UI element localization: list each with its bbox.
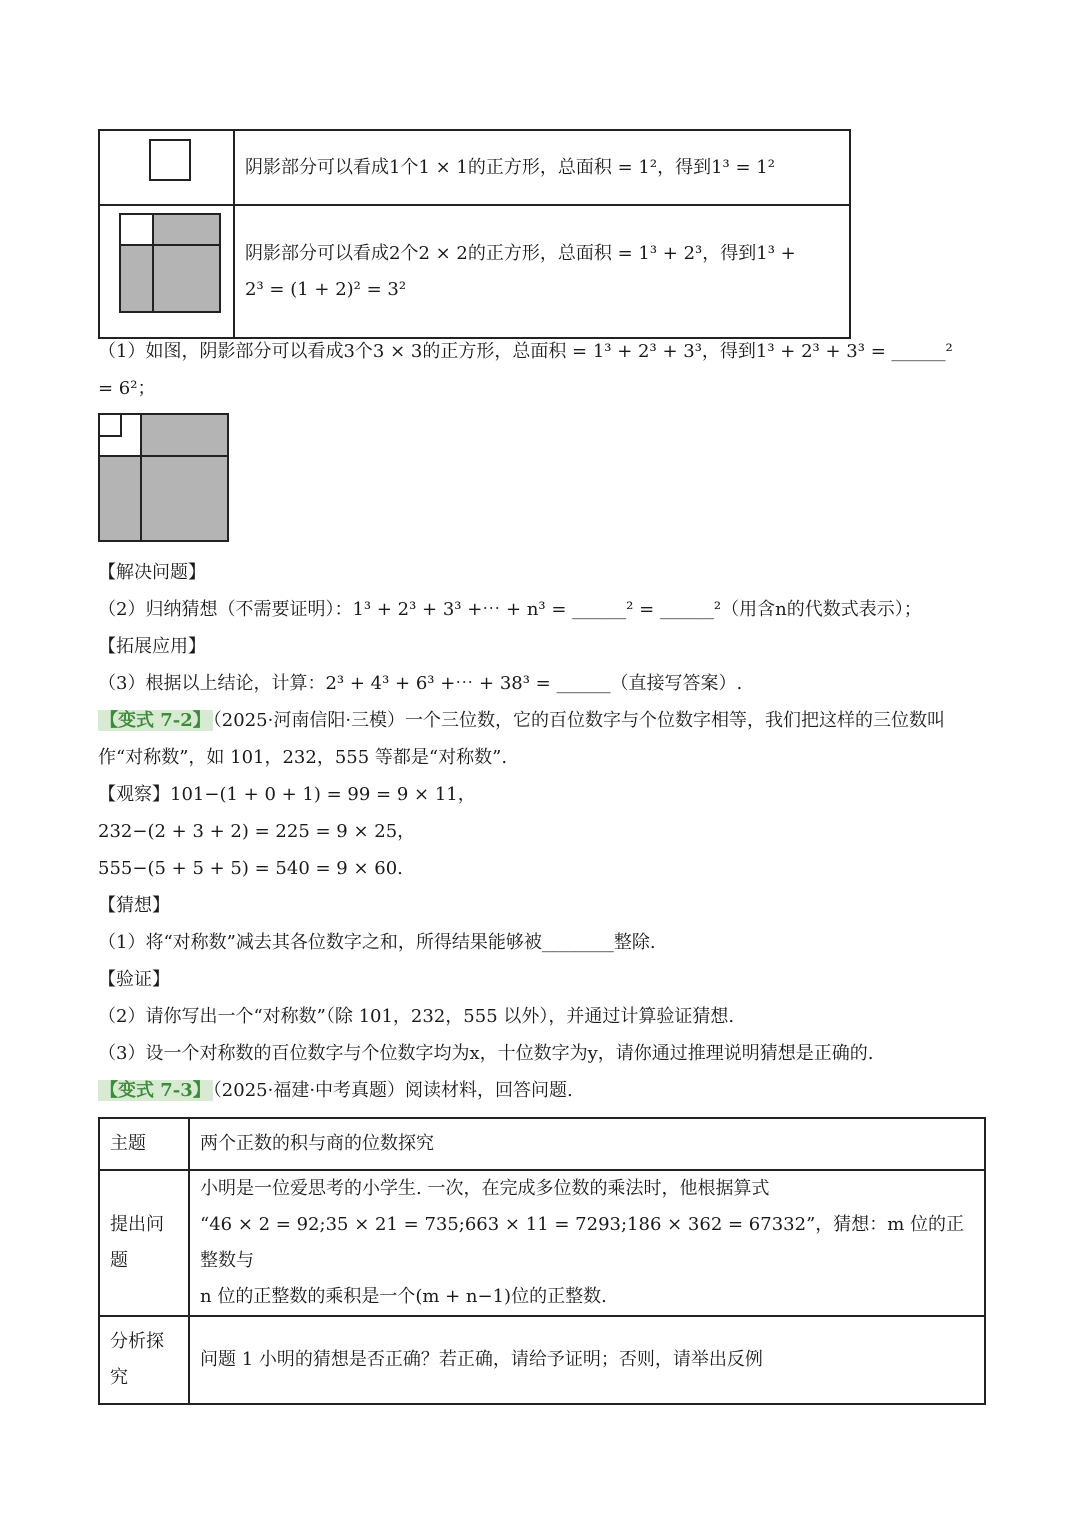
observe-line-3: 555−(5 + 5 + 5) = 540 = 9 × 60. [98,858,403,879]
question-2: （2）归纳猜想（不需要证明）：1³ + 2³ + 3³ +⋯ + n³ = ______² = ______²（用含n的代数式表示）； [98,599,922,620]
row-label: 主题 [99,1118,189,1170]
figure-cell-2 [99,205,234,338]
row-label [99,1316,189,1404]
table-cell-text [234,205,850,338]
variant-7-3-line-1 [98,1079,573,1103]
row-label [99,1170,189,1316]
question-1-line-1: （1）如图，阴影部分可以看成3个3 × 3的正方形，总面积 = 1³ + 2³ + 3³，得到1³ + 2³ + 3³ = ______² [98,341,953,362]
guess-heading: 【猜想】 [98,895,170,916]
verify-2: （2）请你写出一个“对称数”（除 101，232，555 以外），并通过计算验证猜想. [98,1006,735,1027]
question-1-line-2: = 6²； [98,378,156,399]
verify-heading: 【验证】 [98,969,170,990]
cell-line: “46 × 2 = 92;35 × 21 = 735;663 × 11 = 7293;186 × 362 = 67332”，猜想：m 位的正整数与 [200,1214,965,1271]
variant-text: （2025·福建·中考真题）阅读材料，回答问题. [212,1080,573,1101]
solve-heading: 【解决问题】 [98,562,206,583]
variant-7-2-line-1 [98,709,945,733]
observe-line: 【观察】101−(1 + 0 + 1) = 99 = 9 × 11， [98,784,476,805]
label-line: 分析探 [110,1331,164,1352]
figure-cell-1 [99,130,234,205]
square-3x3-figure [98,413,229,542]
label-line: 题 [110,1250,128,1271]
square-1x1-figure [149,139,191,181]
figure-table [98,129,851,339]
row-text: 两个正数的积与商的位数探究 [189,1118,985,1170]
question-3: （3）根据以上结论，计算：2³ + 4³ + 6³ +⋯ + 38³ = ______（直接写答案）. [98,673,743,694]
label-line: 提出问 [110,1214,164,1235]
variant-7-2-line-2: 作“对称数”，如 101，232，555 等都是“对称数”. [98,747,508,768]
variant-tag: 【变式 7-2】 [100,710,211,731]
table-cell-text: 阴影部分可以看成1个1 × 1的正方形，总面积 = 1²，得到1³ = 1² [234,130,850,205]
cell-line: 2³ = (1 + 2)² = 3² [245,278,407,300]
label-line: 究 [110,1367,128,1388]
square-2x2-figure [119,213,221,313]
row-text: 问题 1 小明的猜想是否正确？若正确，请给予证明；否则，请举出反例 [189,1316,985,1404]
variant-tag: 【变式 7-3】 [100,1080,211,1101]
cell-line: 小明是一位爱思考的小学生. 一次，在完成多位数的乘法时，他根据算式 [200,1178,770,1199]
row-text [189,1170,985,1316]
material-table [98,1117,986,1405]
cell-line: 阴影部分可以看成2个2 × 2的正方形，总面积 = 1³ + 2³，得到1³ + [245,242,796,264]
cell-line: n 位的正整数的乘积是一个(m + n−1)位的正整数. [200,1286,607,1307]
variant-text: （2025·河南信阳·三模）一个三位数，它的百位数字与个位数字相等，我们把这样的三位数叫 [212,710,946,731]
verify-3: （3）设一个对称数的百位数字与个位数字均为x，十位数字为y，请你通过推理说明猜想是正确的. [98,1043,874,1064]
extend-heading: 【拓展应用】 [98,636,206,657]
guess-1: （1）将“对称数”减去其各位数字之和，所得结果能够被________整除. [98,932,656,953]
observe-line-2: 232−(2 + 3 + 2) = 225 = 9 × 25， [98,821,416,842]
